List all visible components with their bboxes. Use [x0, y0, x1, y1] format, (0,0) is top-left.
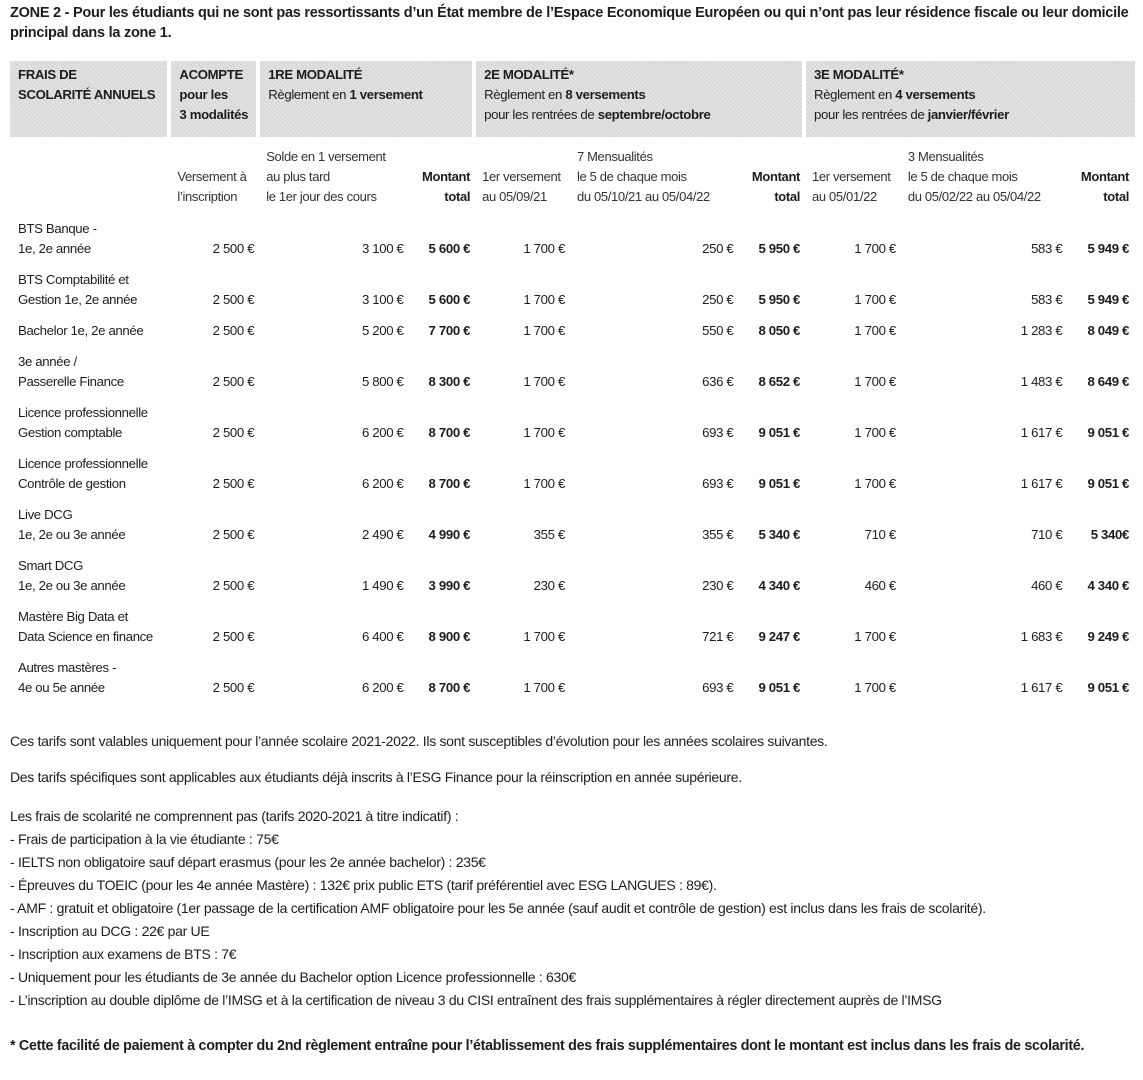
table-body [10, 213, 1135, 703]
m3-total-cell: 8 049 € [1087, 323, 1129, 338]
m3-total-cell: 9 249 € [1087, 629, 1129, 644]
exclusion-item: - Uniquement pour les étudiants de 3e année du Bachelor option Licence professionnelle : 630€ [10, 969, 576, 985]
m3-monthly-cell: 1 283 € [1020, 323, 1063, 338]
subheader-m3-first: 1er versement au 05/01/22 [812, 169, 891, 204]
table-subheader [10, 137, 1135, 213]
footnote: * Cette facilité de paiement à compter du 2nd règlement entraîne pour l’établissement des frais supplémentaires dont le montant est inclus dans les frais de scolarité. [10, 1038, 1085, 1054]
table-row [10, 346, 1135, 397]
header-modality-1: 1RE MODALITÉ Règlement en 1 versement [260, 61, 476, 137]
m3-first-cell: 1 700 € [854, 241, 896, 256]
exclusion-item: - Inscription au DCG : 22€ par UE [10, 923, 210, 939]
m2-total-cell: 4 340 € [758, 578, 801, 593]
m2-total-cell: 8 652 € [758, 374, 801, 389]
reenrollment-note: Des tarifs spécifiques sont applicables aux étudiants déjà inscrits à l’ESG Finance pour la réinscription en année supérieure. [10, 769, 742, 785]
m1-balance-cell: 6 400 € [361, 629, 404, 644]
m2-first-cell: 1 700 € [523, 323, 565, 338]
m2-total-cell: 9 051 € [758, 425, 801, 440]
m3-monthly-cell: 1 483 € [1020, 374, 1063, 389]
m1-balance-cell: 2 490 € [361, 527, 404, 542]
m2-first-cell: 1 700 € [523, 292, 565, 307]
m2-first-cell: 1 700 € [523, 374, 565, 389]
m2-first-cell: 1 700 € [523, 241, 565, 256]
zone-intro: ZONE 2 - Pour les étudiants qui ne sont pas ressortissants d’un État membre de l’Espace Economique Européen ou qui n’ont pas leur résidence fiscale ou leur domicile principal dans la zone 1. [10, 5, 1129, 41]
table-row [10, 315, 1135, 346]
m2-first-cell: 230 € [533, 578, 565, 593]
m3-monthly-cell: 583 € [1031, 241, 1063, 256]
m1-balance-cell: 6 200 € [361, 425, 404, 440]
program-name: Licence professionnelle Gestion comptable [18, 405, 148, 440]
m2-first-cell: 1 700 € [523, 476, 565, 491]
m3-first-cell: 1 700 € [854, 323, 896, 338]
m3-first-cell: 710 € [864, 527, 896, 542]
program-name: BTS Comptabilité et Gestion 1e, 2e année [18, 272, 138, 307]
table-header [10, 61, 1135, 137]
deposit-cell: 2 500 € [212, 425, 255, 440]
m1-balance-cell: 6 200 € [361, 680, 404, 695]
m1-total-cell: 8 700 € [428, 425, 471, 440]
m3-monthly-cell: 460 € [1031, 578, 1063, 593]
m3-total-cell: 4 340 € [1087, 578, 1129, 593]
subheader-m2-monthly: 7 Mensualités le 5 de chaque mois du 05/10/21 au 05/04/22 [576, 149, 710, 204]
deposit-cell: 2 500 € [212, 629, 255, 644]
m3-total-cell: 5 340€ [1090, 527, 1129, 542]
table-row [10, 264, 1135, 315]
deposit-cell: 2 500 € [212, 292, 255, 307]
exclusions-title: Les frais de scolarité ne comprennent pas (tarifs 2020-2021 à titre indicatif) : [10, 808, 459, 824]
m1-total-cell: 8 700 € [428, 476, 471, 491]
m3-first-cell: 460 € [864, 578, 896, 593]
m2-first-cell: 1 700 € [523, 629, 565, 644]
m3-total-cell: 9 051 € [1087, 476, 1129, 491]
deposit-cell: 2 500 € [212, 527, 255, 542]
m2-total-cell: 5 340 € [758, 527, 801, 542]
notes-block [10, 730, 1140, 1012]
m2-total-cell: 9 051 € [758, 680, 801, 695]
m3-total-cell: 9 051 € [1087, 680, 1129, 695]
m1-balance-cell: 3 100 € [361, 241, 404, 256]
m1-total-cell: 3 990 € [428, 578, 471, 593]
m2-monthly-cell: 550 € [702, 323, 734, 338]
table-row [10, 550, 1135, 601]
m2-first-cell: 1 700 € [523, 425, 565, 440]
program-name: BTS Banque - 1e, 2e année [18, 221, 97, 256]
exclusion-item: - IELTS non obligatoire sauf départ erasmus (pour les 2e année bachelor) : 235€ [10, 854, 486, 870]
m1-total-cell: 4 990 € [428, 527, 471, 542]
m1-balance-cell: 5 200 € [361, 323, 404, 338]
m2-monthly-cell: 250 € [702, 241, 734, 256]
header-deposit: ACOMPTE pour les 3 modalités [171, 61, 260, 137]
m1-balance-cell: 1 490 € [361, 578, 404, 593]
m2-monthly-cell: 636 € [702, 374, 734, 389]
deposit-cell: 2 500 € [212, 578, 255, 593]
table-row [10, 601, 1135, 652]
table-row [10, 652, 1135, 703]
m1-total-cell: 5 600 € [428, 241, 471, 256]
m1-balance-cell: 5 800 € [361, 374, 404, 389]
program-name: Licence professionnelle Contrôle de gestion [18, 456, 148, 491]
exclusion-item: - Inscription aux examens de BTS : 7€ [10, 946, 237, 962]
m3-monthly-cell: 1 617 € [1020, 476, 1063, 491]
subheader-deposit: Versement à l’inscription [177, 169, 247, 204]
program-name: Bachelor 1e, 2e année [18, 323, 144, 338]
program-name: Mastère Big Data et Data Science en finance [18, 609, 153, 644]
header-fees: FRAIS DE SCOLARITÉ ANNUELS [10, 61, 171, 137]
m2-first-cell: 355 € [533, 527, 565, 542]
exclusion-item: - Épreuves du TOEIC (pour les 4e année Mastère) : 132€ prix public ETS (tarif préférentiel avec ESG LANGUES : 89€). [10, 877, 717, 893]
m3-total-cell: 5 949 € [1087, 292, 1129, 307]
m1-total-cell: 8 900 € [428, 629, 471, 644]
m2-monthly-cell: 693 € [702, 425, 734, 440]
subheader-empty [10, 137, 171, 213]
m3-monthly-cell: 710 € [1031, 527, 1063, 542]
m3-total-cell: 9 051 € [1087, 425, 1129, 440]
subheader-m1-balance: Solde en 1 versement au plus tard le 1er jour des cours [266, 149, 386, 204]
m3-monthly-cell: 1 617 € [1020, 425, 1063, 440]
deposit-cell: 2 500 € [212, 374, 255, 389]
m3-monthly-cell: 1 683 € [1020, 629, 1063, 644]
m2-first-cell: 1 700 € [523, 680, 565, 695]
m3-first-cell: 1 700 € [854, 425, 896, 440]
deposit-cell: 2 500 € [212, 323, 255, 338]
m3-total-cell: 8 649 € [1087, 374, 1129, 389]
m3-first-cell: 1 700 € [854, 476, 896, 491]
m2-monthly-cell: 693 € [702, 680, 734, 695]
m2-monthly-cell: 693 € [702, 476, 734, 491]
deposit-cell: 2 500 € [212, 241, 255, 256]
exclusion-item: - L’inscription au double diplôme de l’IMSG et à la certification de niveau 3 du CISI entraînent des frais supplémentaires à régler directement auprès de l’IMSG [10, 992, 942, 1008]
m1-total-cell: 7 700 € [428, 323, 471, 338]
m1-total-cell: 5 600 € [428, 292, 471, 307]
header-modality-2: 2E MODALITÉ* Règlement en 8 versements pour les rentrées de septembre/octobre [476, 61, 806, 137]
m3-monthly-cell: 583 € [1031, 292, 1063, 307]
m1-total-cell: 8 700 € [428, 680, 471, 695]
table-row [10, 213, 1135, 264]
deposit-cell: 2 500 € [212, 680, 255, 695]
m2-total-cell: 9 051 € [758, 476, 801, 491]
m3-total-cell: 5 949 € [1087, 241, 1129, 256]
m3-monthly-cell: 1 617 € [1020, 680, 1063, 695]
m1-balance-cell: 3 100 € [361, 292, 404, 307]
subheader-m3-total: Montant total [1080, 169, 1129, 204]
exclusion-item: - Frais de participation à la vie étudiante : 75€ [10, 831, 279, 847]
validity-note: Ces tarifs sont valables uniquement pour l’année scolaire 2021-2022. Ils sont susceptibles d’évolution pour les années scolaires suivantes. [10, 733, 828, 749]
program-name: Autres mastères - 4e ou 5e année [18, 660, 117, 695]
m2-monthly-cell: 250 € [702, 292, 734, 307]
exclusion-item: - AMF : gratuit et obligatoire (1er passage de la certification AMF obligatoire pour les 5e année (sauf audit et contrôle de gestion) est inclus dans les frais de scolarité). [10, 900, 986, 916]
subheader-m3-monthly: 3 Mensualités le 5 de chaque mois du 05/02/22 au 05/04/22 [907, 149, 1041, 204]
subheader-m2-total: Montant total [751, 169, 801, 204]
table-row [10, 397, 1135, 448]
program-name: Smart DCG 1e, 2e ou 3e année [18, 558, 126, 593]
m3-first-cell: 1 700 € [854, 292, 896, 307]
subheader-m1-total: Montant total [422, 169, 471, 204]
m3-first-cell: 1 700 € [854, 629, 896, 644]
table-row [10, 448, 1135, 499]
m1-balance-cell: 6 200 € [361, 476, 404, 491]
exclusions-list [10, 828, 1140, 1012]
m2-total-cell: 8 050 € [758, 323, 801, 338]
deposit-cell: 2 500 € [212, 476, 255, 491]
table-row [10, 499, 1135, 550]
m2-monthly-cell: 355 € [702, 527, 734, 542]
m3-first-cell: 1 700 € [854, 680, 896, 695]
m2-total-cell: 9 247 € [758, 629, 801, 644]
header-modality-3: 3E MODALITÉ* Règlement en 4 versements pour les rentrées de janvier/février [806, 61, 1135, 137]
m2-monthly-cell: 230 € [702, 578, 734, 593]
subheader-m2-first: 1er versement au 05/09/21 [482, 169, 561, 204]
m2-total-cell: 5 950 € [758, 292, 801, 307]
program-name: 3e année / Passerelle Finance [18, 354, 124, 389]
fees-table [10, 61, 1135, 703]
m3-first-cell: 1 700 € [854, 374, 896, 389]
m1-total-cell: 8 300 € [428, 374, 471, 389]
m2-monthly-cell: 721 € [702, 629, 734, 644]
program-name: Live DCG 1e, 2e ou 3e année [18, 507, 126, 542]
m2-total-cell: 5 950 € [758, 241, 801, 256]
